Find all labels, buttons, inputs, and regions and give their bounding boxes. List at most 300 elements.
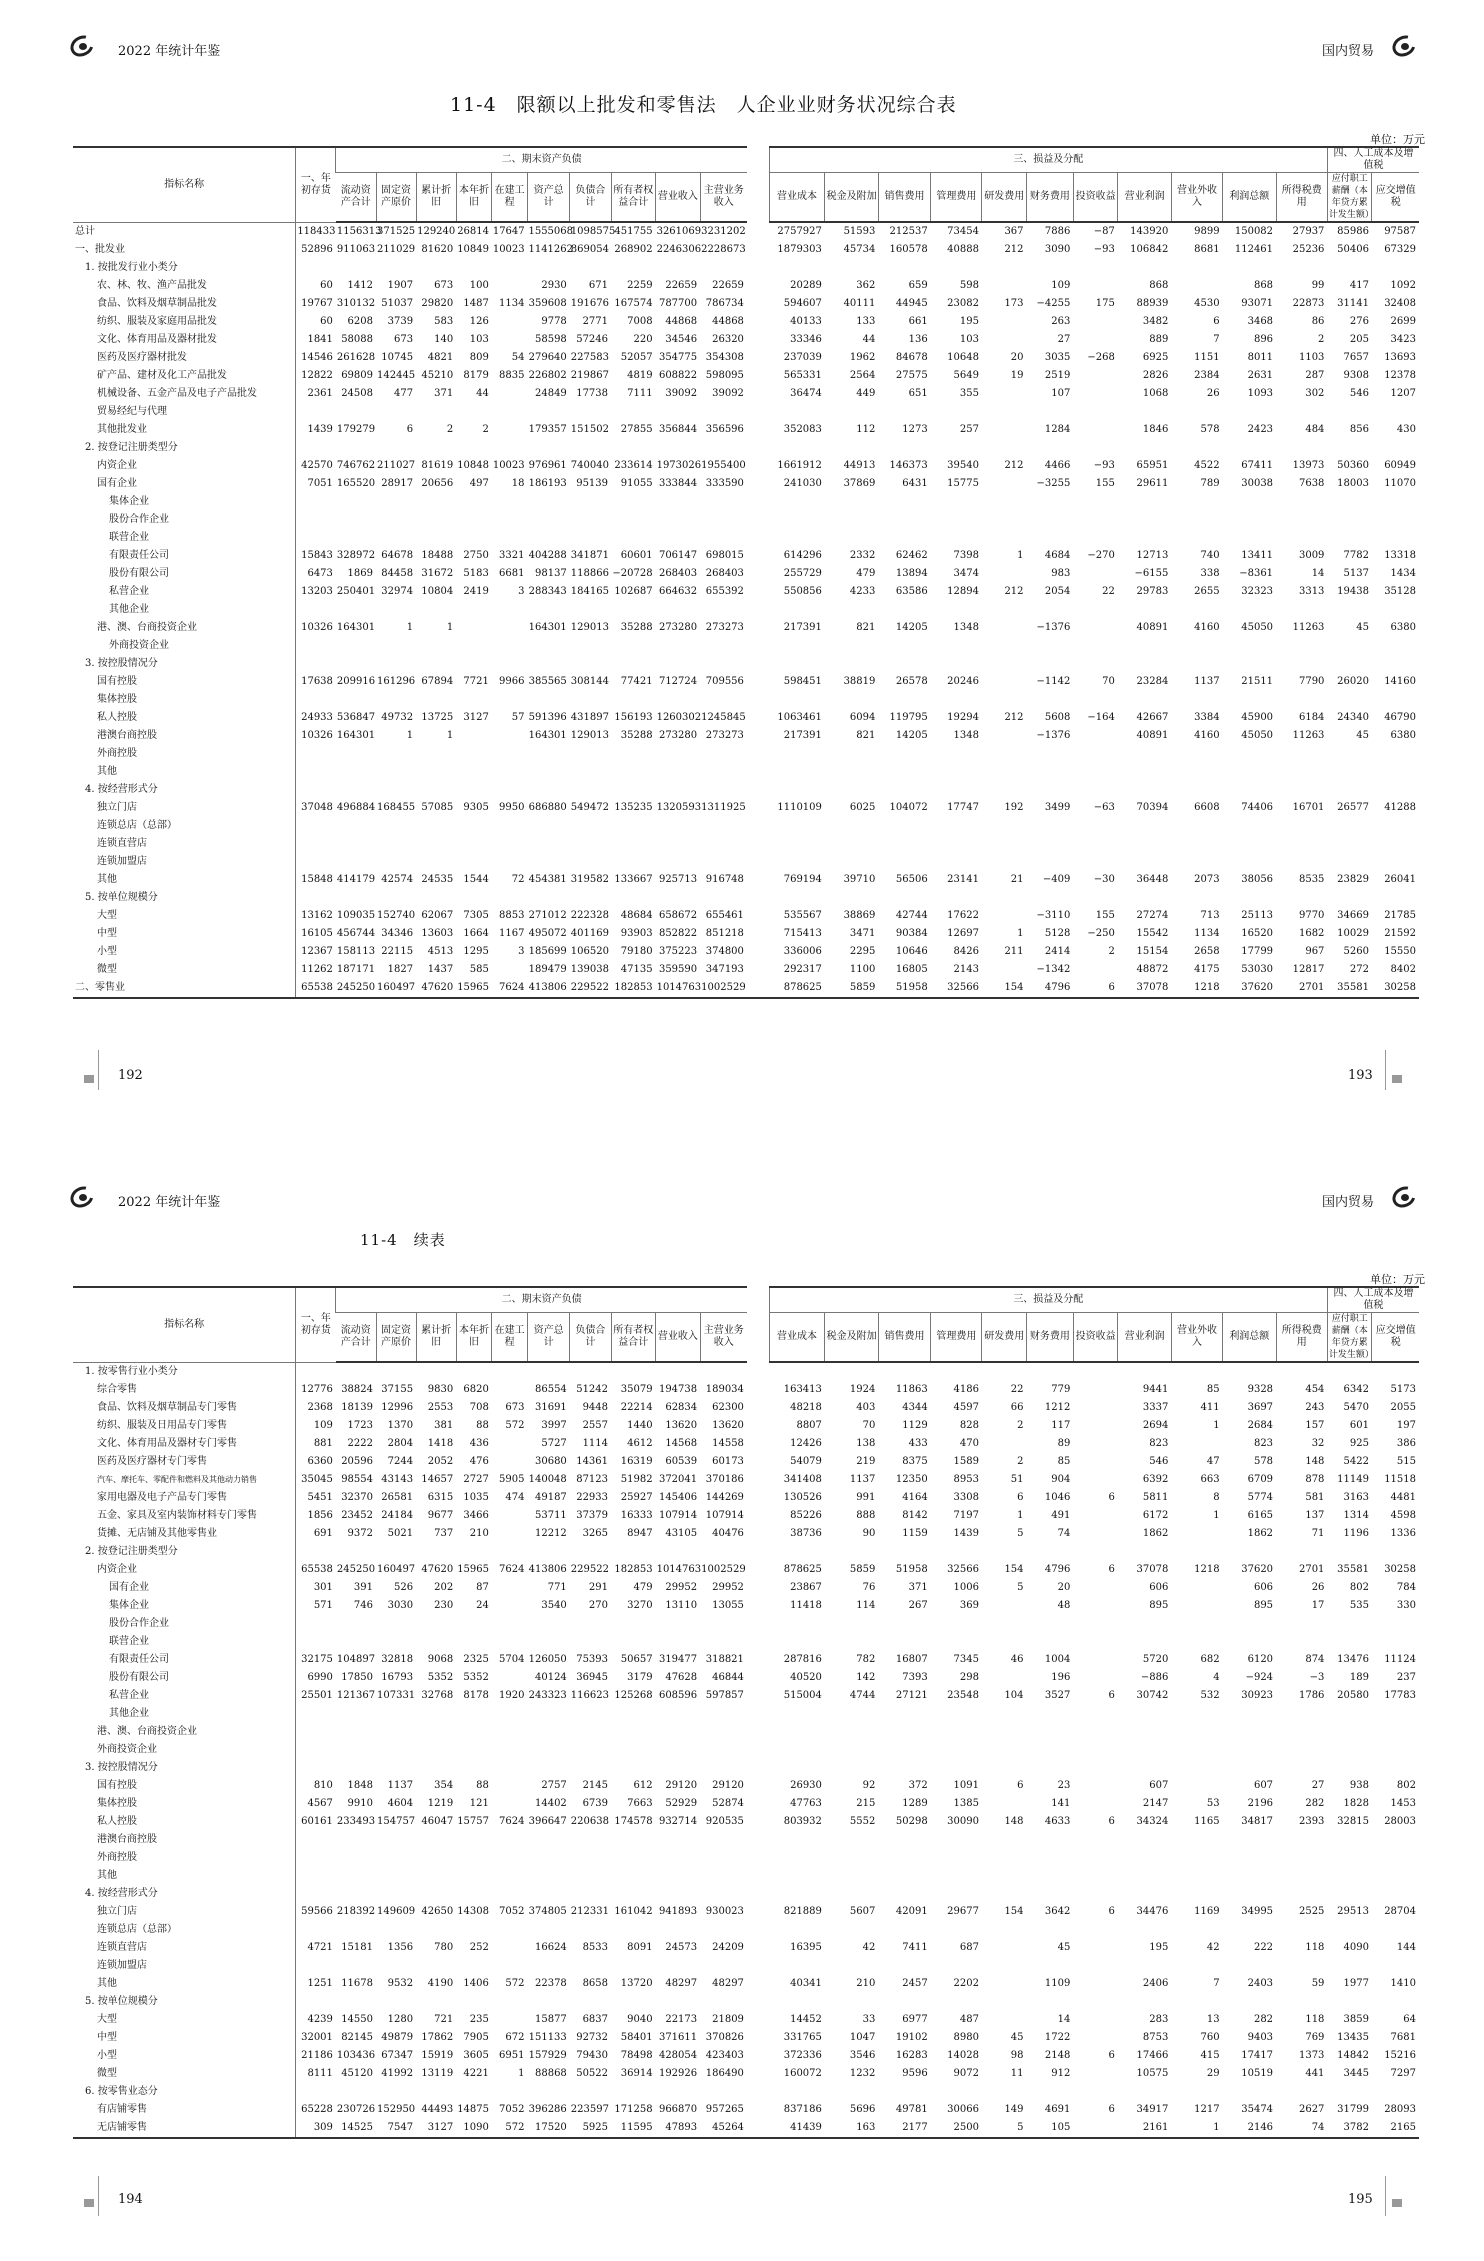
table-cell: 26581 xyxy=(381,1492,414,1503)
table-cell xyxy=(700,853,747,871)
table-cell: 223597 xyxy=(570,2104,609,2115)
table-cell xyxy=(1027,889,1074,907)
table-cell xyxy=(492,1597,528,1615)
column-header: 资产总计 xyxy=(527,1313,569,1363)
table-cell xyxy=(492,1939,528,1957)
row-label: 集体控股 xyxy=(97,694,137,705)
table-cell: 546 xyxy=(1349,388,1369,399)
table-cell: 828 xyxy=(959,1420,979,1431)
table-cell: 112461 xyxy=(1234,244,1274,255)
table-cell: 26020 xyxy=(1337,676,1369,687)
table-cell: 149609 xyxy=(377,1906,416,1917)
gutter xyxy=(747,1561,769,1579)
table-cell: 158113 xyxy=(336,946,376,957)
row-label: 独立门店 xyxy=(97,802,137,813)
table-cell: 4160 xyxy=(1194,730,1220,741)
table-cell: 356596 xyxy=(705,424,744,435)
table-cell: 9305 xyxy=(463,802,489,813)
table-cell xyxy=(931,1849,982,1867)
table-cell: 268902 xyxy=(614,244,653,255)
table-cell xyxy=(1276,781,1327,799)
header-group-labor: 四、人工成本及增值税 xyxy=(1327,1287,1419,1313)
table-cell: 105 xyxy=(1027,2119,1074,2138)
table-cell xyxy=(656,529,701,547)
table-cell: 35128 xyxy=(1384,586,1416,597)
table-cell xyxy=(700,2083,747,2101)
table-row xyxy=(73,439,1419,457)
table-cell xyxy=(700,1957,747,1975)
table-cell xyxy=(296,835,336,853)
table-cell: 10848 xyxy=(457,460,489,471)
column-header: 管理费用 xyxy=(931,173,982,223)
table-cell xyxy=(492,1957,528,1975)
table-cell: 23 xyxy=(1057,1780,1071,1791)
table-cell xyxy=(982,655,1027,673)
table-cell xyxy=(982,565,1027,583)
row-label: 其他批发业 xyxy=(97,424,147,435)
table-cell: 803932 xyxy=(783,1816,822,1827)
table-cell: 7721 xyxy=(463,676,489,687)
table-row xyxy=(73,2101,1419,2119)
header-row xyxy=(73,1287,1419,1313)
table-cell: 1289 xyxy=(902,1798,928,1809)
table-cell: 18 xyxy=(511,478,525,489)
table-cell xyxy=(1223,745,1276,763)
table-cell: 40888 xyxy=(947,244,979,255)
table-cell: 1196 xyxy=(1343,1528,1369,1539)
table-cell xyxy=(1073,853,1118,871)
table-cell xyxy=(376,655,416,673)
table-cell: 12996 xyxy=(381,1402,414,1413)
table-cell: 31672 xyxy=(421,568,454,579)
table-cell xyxy=(296,745,336,763)
table-cell xyxy=(1327,1957,1372,1975)
gutter xyxy=(747,601,769,619)
table-cell: 106520 xyxy=(570,946,609,957)
table-cell: 32408 xyxy=(1384,298,1416,309)
table-cell: 3384 xyxy=(1194,712,1220,723)
table-cell: 12367 xyxy=(296,943,336,961)
row-label: 其他企业 xyxy=(109,1708,149,1719)
table-cell xyxy=(878,529,930,547)
table-cell xyxy=(336,1741,376,1759)
table-cell: 23141 xyxy=(947,874,979,885)
table-cell xyxy=(982,619,1027,637)
table-cell: 925 xyxy=(1349,1438,1369,1449)
row-label: 4. 按经营形式分 xyxy=(85,1888,158,1899)
row-label: 私营企业 xyxy=(109,586,149,597)
table-cell: 4513 xyxy=(427,946,454,957)
table-cell xyxy=(1276,403,1327,421)
table-cell: 92732 xyxy=(576,2032,609,2043)
table-cell: 1046 xyxy=(1044,1492,1071,1503)
gutter xyxy=(747,1651,769,1669)
table-cell: 1907 xyxy=(387,280,414,291)
table-title: 11-4 限额以上批发和零售法 人企业业财务状况综合表 xyxy=(450,94,957,116)
table-cell: 161296 xyxy=(377,676,416,687)
table-cell xyxy=(570,1993,611,2011)
table-cell xyxy=(1171,655,1222,673)
table-cell: 49187 xyxy=(534,1492,567,1503)
table-cell xyxy=(769,1849,825,1867)
table-cell xyxy=(416,601,456,619)
table-cell xyxy=(492,961,528,979)
table-cell: 142445 xyxy=(377,370,416,381)
table-cell: 17799 xyxy=(1241,946,1274,957)
table-cell xyxy=(296,1831,336,1849)
table-cell xyxy=(656,835,701,853)
table-cell: 13203 xyxy=(296,583,336,601)
row-label: 股份有限公司 xyxy=(109,1672,169,1683)
table-cell: 59 xyxy=(1311,1978,1325,1989)
table-cell: 12697 xyxy=(947,928,979,939)
table-cell: 371611 xyxy=(658,2032,698,2043)
gutter xyxy=(747,1921,769,1939)
table-cell: 197 xyxy=(1396,1420,1416,1431)
table-cell: 2 xyxy=(1108,946,1115,957)
column-header: 投资收益 xyxy=(1073,173,1118,223)
gutter xyxy=(747,529,769,547)
table-cell xyxy=(1073,2065,1118,2083)
table-cell xyxy=(296,1633,336,1651)
table-cell xyxy=(611,529,656,547)
table-cell: 1002529 xyxy=(700,979,747,998)
column-header: 研发费用 xyxy=(982,173,1027,223)
table-cell xyxy=(769,1993,825,2011)
table-cell: 2500 xyxy=(931,2119,982,2138)
header-group-assets: 二、期末资产负债 xyxy=(336,147,747,173)
table-cell: 5 xyxy=(1017,1528,1024,1539)
table-cell: 25927 xyxy=(620,1492,653,1503)
table-cell: 14875 xyxy=(457,2104,489,2115)
table-cell xyxy=(492,835,528,853)
table-cell: 6608 xyxy=(1194,802,1220,813)
table-cell xyxy=(1276,1633,1327,1651)
table-cell xyxy=(1118,1867,1171,1885)
table-cell: 11863 xyxy=(895,1384,928,1395)
table-cell xyxy=(1327,1723,1372,1741)
table-cell: 118 xyxy=(1305,1942,1325,1953)
table-cell: 60161 xyxy=(296,1813,336,1831)
table-cell xyxy=(570,259,611,277)
table-cell xyxy=(492,259,528,277)
table-cell: 7052 xyxy=(499,1906,525,1917)
table-cell: 13725 xyxy=(421,712,454,723)
table-cell xyxy=(1223,1993,1276,2011)
table-cell: 13110 xyxy=(665,1600,698,1611)
header-opening-inventory: 一、年初存货 xyxy=(296,1287,336,1362)
table-cell xyxy=(1027,1831,1074,1849)
table-cell xyxy=(296,259,336,277)
table-cell: 535567 xyxy=(783,910,822,921)
table-cell xyxy=(1223,1885,1276,1903)
table-row xyxy=(73,1399,1419,1417)
table-cell: 740 xyxy=(1200,550,1220,561)
column-header: 所有者权益合计 xyxy=(611,173,656,223)
gutter xyxy=(747,1669,769,1687)
table-cell xyxy=(492,331,528,349)
table-cell: 47628 xyxy=(665,1672,698,1683)
table-cell xyxy=(1073,511,1118,529)
table-cell: 8111 xyxy=(296,2065,336,2083)
table-cell: 14028 xyxy=(947,2050,979,2061)
table-cell xyxy=(456,745,492,763)
row-label: 港、澳、台商投资企业 xyxy=(97,1726,197,1737)
row-label: 农、林、牧、渔产品批发 xyxy=(97,280,207,291)
table-cell: 12822 xyxy=(296,367,336,385)
table-cell xyxy=(527,403,569,421)
table-row xyxy=(73,1507,1419,1525)
table-cell xyxy=(878,1741,930,1759)
table-cell: 87123 xyxy=(576,1474,609,1485)
table-cell: 65951 xyxy=(1136,460,1169,471)
table-cell: 18488 xyxy=(421,550,454,561)
table-cell: 48872 xyxy=(1136,964,1169,975)
table-cell: 222 xyxy=(1253,1942,1274,1953)
table-cell xyxy=(570,835,611,853)
table-cell xyxy=(1118,1921,1171,1939)
table-cell: 20580 xyxy=(1337,1690,1369,1701)
table-cell: 3540 xyxy=(541,1600,567,1611)
table-cell: 2146 xyxy=(1223,2119,1276,2138)
table-cell xyxy=(1327,1543,1372,1561)
table-cell: 157929 xyxy=(528,2050,567,2061)
table-cell: 125268 xyxy=(614,1690,653,1701)
table-cell: 146373 xyxy=(889,460,928,471)
table-cell: 737 xyxy=(434,1528,454,1539)
table-cell: 6681 xyxy=(499,568,525,579)
table-cell: 12817 xyxy=(1292,964,1325,975)
table-cell: 585 xyxy=(469,964,489,975)
table-cell xyxy=(1027,1543,1074,1561)
row-label: 大型 xyxy=(97,2014,117,2025)
yearbook-header: 2022 年统计年鉴 xyxy=(118,44,221,59)
table-cell: 1100 xyxy=(849,964,876,975)
table-cell xyxy=(296,1543,336,1561)
table-row xyxy=(73,583,1419,601)
table-cell xyxy=(1276,1543,1327,1561)
table-cell: 74 xyxy=(1276,2119,1327,2138)
table-cell: 8533 xyxy=(582,1942,609,1953)
table-cell: 2393 xyxy=(1298,1816,1325,1827)
gutter xyxy=(747,1741,769,1759)
table-cell: 288343 xyxy=(528,586,567,597)
table-cell xyxy=(456,511,492,529)
table-cell: 1129 xyxy=(902,1420,928,1431)
table-cell xyxy=(570,403,611,421)
table-cell: 20246 xyxy=(947,676,979,687)
table-cell: 212 xyxy=(1004,460,1024,471)
table-cell: 1846 xyxy=(1142,424,1169,435)
table-cell: 7345 xyxy=(953,1654,979,1665)
gutter xyxy=(747,493,769,511)
table-cell xyxy=(1073,1417,1118,1435)
table-row xyxy=(73,1741,1419,1759)
gutter xyxy=(747,2029,769,2047)
table-cell xyxy=(492,601,528,619)
table-cell: 40520 xyxy=(790,1672,822,1683)
table-cell: 889 xyxy=(1149,334,1169,345)
table-cell: 920535 xyxy=(705,1816,744,1827)
table-cell: 11149 xyxy=(1337,1474,1369,1485)
table-cell xyxy=(1327,403,1372,421)
table-cell xyxy=(416,2083,456,2101)
table-cell xyxy=(1073,2029,1118,2047)
table-cell: 2519 xyxy=(1044,370,1071,381)
table-cell: 2684 xyxy=(1247,1420,1274,1431)
table-cell: 141 xyxy=(1051,1798,1071,1809)
table-cell xyxy=(456,655,492,673)
table-cell xyxy=(570,1921,611,1939)
table-cell xyxy=(1372,1921,1419,1939)
table-cell xyxy=(700,1615,747,1633)
table-cell: 38736 xyxy=(790,1528,822,1539)
header-row xyxy=(73,147,1419,173)
table-cell: 32323 xyxy=(1241,586,1274,597)
table-row xyxy=(73,493,1419,511)
table-cell: 5811 xyxy=(1142,1492,1169,1503)
table-cell: 1109 xyxy=(1044,1978,1071,1989)
table-cell: 25501 xyxy=(296,1687,336,1705)
row-label: 外商投资企业 xyxy=(97,1744,157,1755)
table-cell: 88939 xyxy=(1136,298,1169,309)
gutter xyxy=(747,961,769,979)
table-cell: 3163 xyxy=(1343,1492,1369,1503)
table-cell: 671 xyxy=(588,280,609,291)
table-cell xyxy=(878,655,930,673)
table-cell: 2202 xyxy=(953,1978,979,1989)
table-cell xyxy=(982,511,1027,529)
table-cell: 2161 xyxy=(1118,2119,1171,2138)
gutter xyxy=(747,2065,769,2083)
table-cell: 98137 xyxy=(534,568,567,579)
table-cell: 35079 xyxy=(620,1384,653,1395)
page-edge-rule xyxy=(98,1050,99,1090)
table-cell: 16805 xyxy=(895,964,928,975)
table-cell: 40891 xyxy=(1136,730,1169,741)
table-cell: 578 xyxy=(1200,424,1220,435)
gutter xyxy=(747,853,769,871)
table-cell xyxy=(1223,259,1276,277)
table-cell: 1879303 xyxy=(777,244,822,255)
table-cell xyxy=(416,259,456,277)
table-cell: 5137 xyxy=(1343,568,1369,579)
table-cell: 211 xyxy=(1004,946,1024,957)
table-cell: 5607 xyxy=(849,1906,876,1917)
table-cell xyxy=(376,2083,416,2101)
table-cell: 121 xyxy=(469,1798,489,1809)
table-cell xyxy=(611,1831,656,1849)
table-cell xyxy=(1223,655,1276,673)
table-cell xyxy=(1027,817,1074,835)
table-cell: 26930 xyxy=(790,1780,822,1791)
gutter xyxy=(747,1453,769,1471)
table-cell: 2073 xyxy=(1194,874,1220,885)
table-cell: 20656 xyxy=(421,478,454,489)
table-cell: 50657 xyxy=(620,1654,653,1665)
table-cell: 227583 xyxy=(570,352,609,363)
yearbook-logo-icon xyxy=(70,1187,96,1209)
table-cell xyxy=(700,601,747,619)
table-cell: 381 xyxy=(434,1420,454,1431)
table-cell: 268403 xyxy=(658,568,698,579)
table-cell: 8947 xyxy=(627,1528,653,1539)
table-cell: 12350 xyxy=(895,1474,928,1485)
table-cell xyxy=(1027,1362,1074,1381)
gutter xyxy=(747,1435,769,1453)
table-cell xyxy=(825,2083,878,2101)
table-cell: 157 xyxy=(1305,1420,1325,1431)
table-cell: 17738 xyxy=(576,388,609,399)
table-cell: 26577 xyxy=(1337,802,1369,813)
table-row xyxy=(73,277,1419,295)
table-cell: 1 xyxy=(1213,1510,1220,1521)
table-cell xyxy=(527,1759,569,1777)
table-cell: 154757 xyxy=(377,1816,416,1827)
table-cell: 967 xyxy=(1305,946,1325,957)
table-cell: 17417 xyxy=(1241,2050,1274,2061)
table-cell xyxy=(1118,439,1171,457)
gutter xyxy=(747,799,769,817)
header-opening-inventory: 一、年初存货 xyxy=(296,147,336,222)
table-cell xyxy=(456,1633,492,1651)
table-cell: 4160 xyxy=(1194,622,1220,633)
table-cell xyxy=(296,1615,336,1633)
table-cell: 938 xyxy=(1349,1780,1369,1791)
table-row xyxy=(73,421,1419,439)
table-cell: 40341 xyxy=(790,1978,822,1989)
table-cell: 40111 xyxy=(843,298,876,309)
table-cell xyxy=(1027,691,1074,709)
table-cell xyxy=(1223,601,1276,619)
table-cell xyxy=(656,1741,701,1759)
table-cell: 74 xyxy=(1057,1528,1071,1539)
table-cell xyxy=(1223,529,1276,547)
table-cell: 42 xyxy=(1206,1942,1220,1953)
table-cell: 474 xyxy=(505,1492,525,1503)
table-cell xyxy=(416,637,456,655)
row-label: 微型 xyxy=(97,964,117,975)
table-cell xyxy=(656,1957,701,1975)
table-cell: 39540 xyxy=(947,460,979,471)
table-cell: 1251 xyxy=(296,1975,336,1993)
table-cell: 44 xyxy=(476,388,489,399)
table-cell: 1093 xyxy=(1247,388,1274,399)
table-cell: 2052 xyxy=(427,1456,454,1467)
table-cell: 41288 xyxy=(1384,802,1416,813)
table-cell xyxy=(611,1885,656,1903)
table-cell: 5859 xyxy=(825,979,878,998)
table-cell: 272 xyxy=(1349,964,1369,975)
table-cell: 160497 xyxy=(377,1564,416,1575)
table-cell xyxy=(1276,655,1327,673)
table-cell xyxy=(1073,781,1118,799)
table-cell: 60539 xyxy=(665,1456,698,1467)
table-cell: 298 xyxy=(959,1672,979,1683)
table-cell xyxy=(656,691,701,709)
table-cell xyxy=(825,655,878,673)
table-cell: 3482 xyxy=(1142,316,1169,327)
table-cell: 44493 xyxy=(421,2104,454,2115)
table-cell: 371525 xyxy=(377,226,416,237)
table-cell: 8681 xyxy=(1194,244,1220,255)
table-cell xyxy=(1223,817,1276,835)
table-cell xyxy=(769,835,825,853)
page-marker-icon xyxy=(84,1075,94,1083)
table-cell: 6 xyxy=(1108,1564,1115,1575)
table-cell xyxy=(296,637,336,655)
table-cell: 84678 xyxy=(895,352,928,363)
